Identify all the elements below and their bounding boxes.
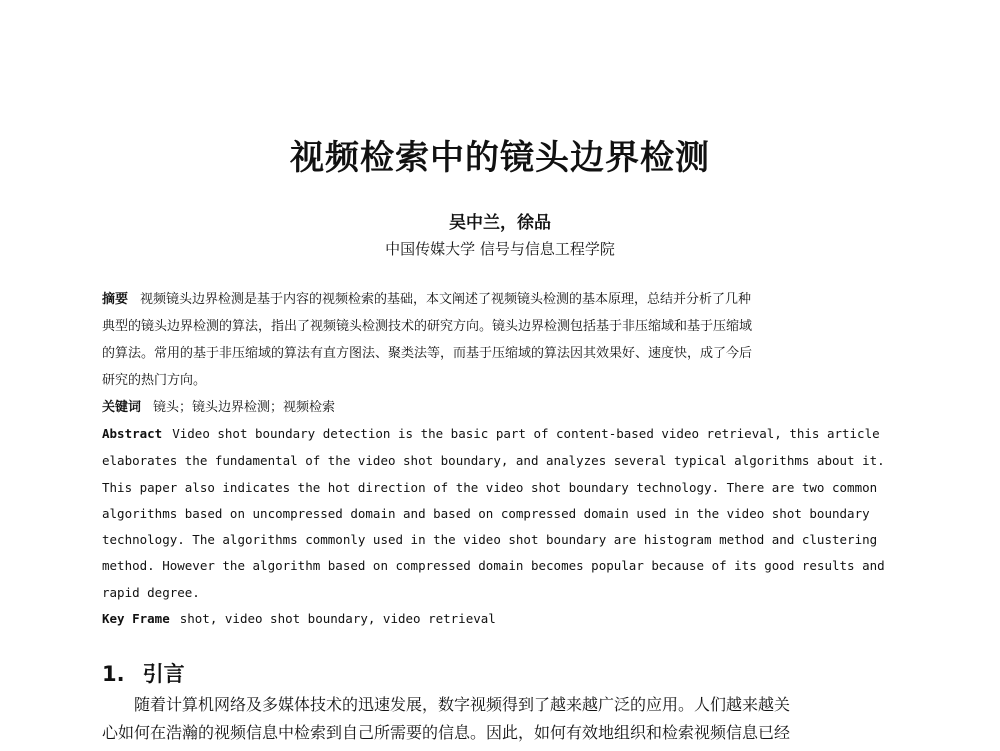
section-1-paragraph-line-1: 随着计算机网络及多媒体技术的迅速发展，数字视频得到了越来越广泛的应用。人们越来越关	[134, 695, 791, 714]
keywords-en-label: Key Frame	[102, 611, 170, 626]
paper-title: 视频检索中的镜头边界检测	[290, 138, 710, 178]
abstract-en-line-1	[102, 424, 880, 444]
keywords-en	[102, 609, 496, 629]
abstract-en-line-2: elaborates the fundamental of the video shot boundary, and analyzes several typical algorithms about it.	[102, 453, 885, 468]
abstract-en-label: Abstract	[102, 426, 163, 441]
abstract-cn-line-1	[102, 290, 751, 310]
section-1-title: 引言	[142, 662, 185, 686]
abstract-en-line-4: algorithms based on uncompressed domain and based on compressed domain used in the video shot boundary	[102, 506, 870, 521]
section-1-paragraph-line-2: 心如何在浩瀚的视频信息中检索到自己所需要的信息。因此，如何有效地组织和检索视频信息已经	[102, 723, 791, 742]
abstract-cn-label: 摘要	[102, 292, 129, 307]
authors: 吴中兰，徐品	[449, 213, 551, 233]
abstract-en-text: Video shot boundary detection is the basic part of content-based video retrieval, this article	[172, 426, 880, 441]
abstract-cn-line-4: 研究的热门方向。	[102, 373, 207, 388]
abstract-en-line-3: This paper also indicates the hot direction of the video shot boundary technology. There are two common	[102, 480, 878, 495]
abstract-cn-text: 视频镜头边界检测是基于内容的视频检索的基础，本文阐述了视频镜头检测的基本原理，总结并分析了几种	[140, 292, 752, 307]
section-1-number: 1.	[102, 662, 125, 686]
keywords-en-text: shot, video shot boundary, video retrieval	[179, 611, 496, 626]
abstract-en-line-6: method. However the algorithm based on compressed domain becomes popular because of its good results and	[102, 558, 885, 573]
keywords-cn-text: 镜头；镜头边界检测；视频检索	[153, 400, 336, 415]
affiliation: 中国传媒大学 信号与信息工程学院	[385, 240, 615, 258]
keywords-cn	[102, 398, 335, 418]
abstract-en-line-7: rapid degree.	[102, 585, 200, 600]
abstract-cn-line-2: 典型的镜头边界检测的算法，指出了视频镜头检测技术的研究方向。镜头边界检测包括基于非压缩域和基于压缩域	[102, 319, 753, 334]
abstract-cn-line-3: 的算法。常用的基于非压缩域的算法有直方图法、聚类法等，而基于压缩域的算法因其效果好、速度快，成了今后	[102, 346, 753, 361]
abstract-en-line-5: technology. The algorithms commonly used in the video shot boundary are histogram method and clustering	[102, 532, 878, 547]
keywords-cn-label: 关键词	[102, 400, 142, 415]
section-1-heading	[102, 660, 185, 688]
